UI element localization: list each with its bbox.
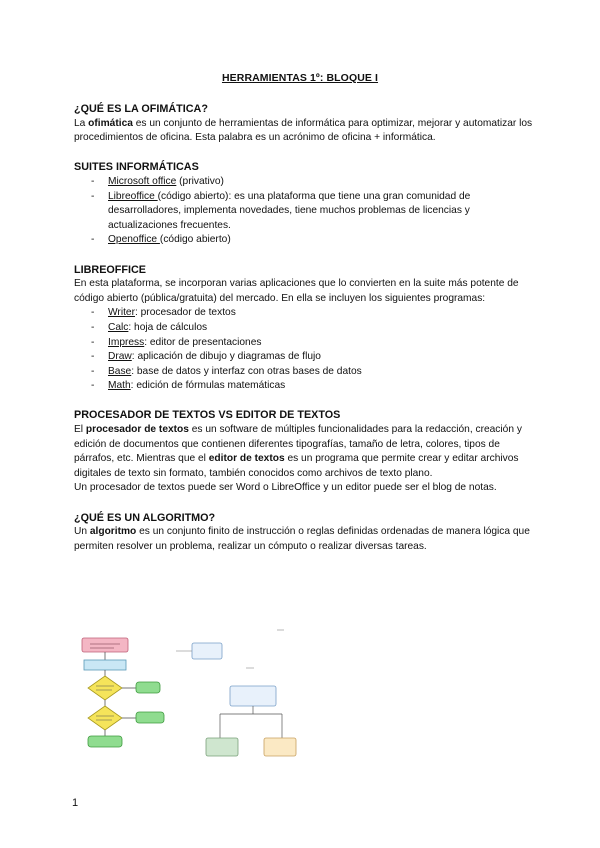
section-algoritmo-heading: ¿QUÉ ES UN ALGORITMO? [74,511,216,524]
section-suites-heading: SUITES INFORMÁTICAS [74,161,199,174]
document-title: HERRAMIENTAS 1º: BLOQUE I [221,72,379,84]
list-item: - Writer: procesador de textos [91,306,534,321]
term-ofimatica: ofimática [88,117,133,129]
list-item: - Impress: editor de presentaciones [91,336,534,351]
document-body [74,102,534,554]
list-item: - Calc: hoja de cálculos [91,321,534,336]
page-number: 1 [72,797,79,809]
section-ofimatica-heading: ¿QUÉ ES LA OFIMÁTICA? [74,103,208,115]
section-procesador-paragraph-2: Un procesador de textos puede ser Word o LibreOffice y un editor puede ser el blog de notas. [74,482,497,494]
libreoffice-programs-list [74,306,534,394]
section-ofimatica-paragraph: La ofimática es un conjunto de herramientas de informática para optimizar, mejorar y automatizar los procedimientos de oficina. Esta palabra es un acrónimo de oficina + informática. [74,117,533,144]
list-item: - Math: edición de fórmulas matemáticas [91,379,534,394]
section-procesador-paragraph: El procesador de textos es un software de múltiples funcionalidades para la redacción, creación y edición de documentos que contienen diferentes tipografías, tamaño de letra, colores, tipos de párrafos, etc. Mientras que el editor de textos es un programa que permite crear y editar archivos digitales de texto sin formato, también conocidos como archivos de texto plano. [74,424,522,479]
list-item: - Draw: aplicación de dibujo y diagramas de flujo [91,350,534,365]
section-algoritmo-paragraph: Un algoritmo es un conjunto finito de instrucción o reglas definidas ordenadas de manera lógica que permiten resolver un problema, realizar un cómputo o realizar diversas tareas. [74,526,530,552]
list-item: - Base: base de datos y interfaz con otras bases de datos [91,365,534,380]
section-procesador-heading: PROCESADOR DE TEXTOS VS EDITOR DE TEXTOS [74,409,341,422]
list-item: - Microsoft office (privativo) [91,175,534,190]
list-item: - Openoffice (código abierto) [91,233,534,248]
list-item: - Libreoffice (código abierto): es una plataforma que tiene una gran comunidad de desarrolladores, implementa novedades, tiene muchos problemas de licencias y actualizaciones frecuentes. [91,190,534,234]
section-libreoffice-paragraph: En esta plataforma, se incorporan varias aplicaciones que lo convierten en la suite más potente de código abierto (pública/gratuita) del mercado. En ella se incluyen los siguientes programas: [74,278,519,304]
section-libreoffice-heading: LIBREOFFICE [74,263,146,276]
suites-list [74,175,534,248]
flowchart-image-right [172,628,342,758]
